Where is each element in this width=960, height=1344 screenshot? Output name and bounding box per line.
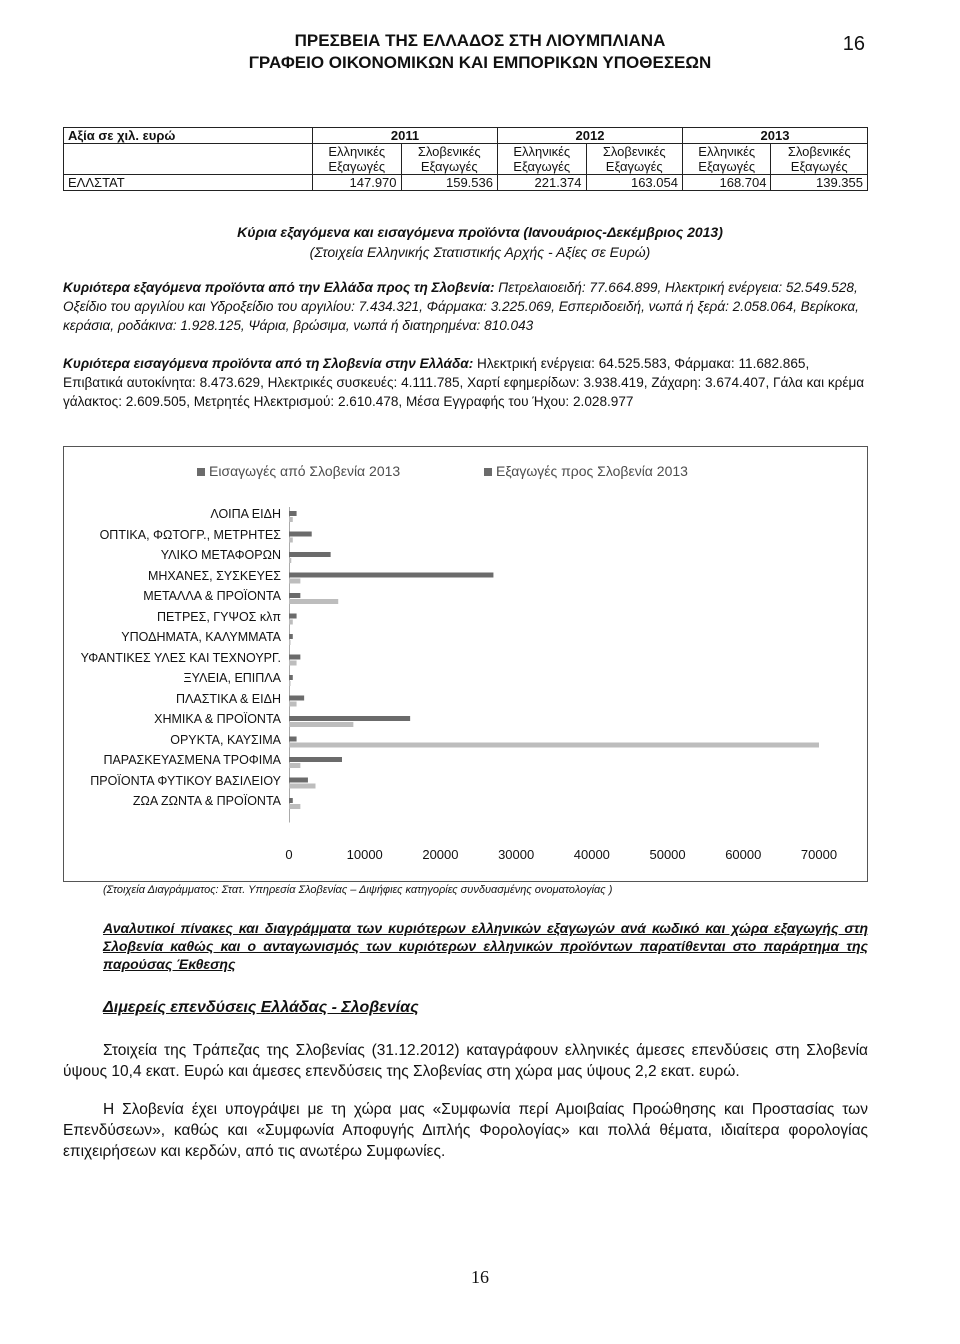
bar-imports (289, 798, 293, 803)
products-subtitle: (Στοιχεία Ελληνικής Στατιστικής Αρχής - Αξίες σε Ευρώ) (309, 244, 651, 260)
year-header: 2011 (313, 128, 498, 144)
category-label: ΠΑΡΑΣΚΕΥΑΣΜΕΝΑ ΤΡΟΦΙΜΑ (103, 753, 281, 767)
bar-exports (289, 743, 819, 748)
footer-page-number: 16 (471, 1267, 489, 1287)
bar-exports (289, 620, 293, 625)
bar-imports (289, 593, 300, 598)
table-cell: 163.054 (586, 175, 682, 191)
year-header: 2013 (682, 128, 867, 144)
investments-paragraph-1: Στοιχεία της Τράπεζας της Σλοβενίας (31.12.2012) καταγράφουν ελληνικές άμεσες επενδύσεις στη Σλοβενία ύψους 10,4 εκατ. Ευρώ και άμεσες επενδύσεις της Σλοβενίας στη χώρα μας ύψους 2,2 εκατ. ευρώ. (63, 1042, 868, 1080)
table-cell: 221.374 (497, 175, 586, 191)
header-page-number: 16 (842, 33, 865, 55)
legend-item-exports (484, 463, 688, 479)
header-line-1: ΠΡΕΣΒΕΙΑ ΤΗΣ ΕΛΛΑΔΟΣ ΣΤΗ ΛΙΟΥΜΠΛΙΑΝΑ (294, 31, 666, 50)
trade-table (63, 127, 868, 191)
table-cell: 139.355 (771, 175, 868, 191)
legend-label-exports: Εξαγωγές προς Σλοβενία 2013 (496, 463, 688, 479)
bar-exports (289, 538, 293, 543)
x-tick-label: 10000 (346, 847, 383, 862)
category-label: ΟΡΥΚΤΑ, ΚΑΥΣΙΜΑ (170, 732, 281, 747)
bar-imports (289, 716, 410, 721)
category-label: ΧΗΜΙΚΑ & ΠΡΟΪΟΝΤΑ (154, 712, 281, 726)
document-header (0, 30, 960, 74)
bar-plot (289, 507, 819, 827)
bar-imports (289, 532, 312, 537)
x-tick-label: 0 (285, 847, 293, 862)
table-subheader-row (64, 144, 868, 175)
imports-label: Κυριότερα εισαγόμενα προϊόντα από τη Σλοβενία στην Ελλάδα: (63, 356, 474, 371)
x-tick-label: 60000 (725, 847, 762, 862)
bar-exports (289, 804, 300, 809)
investments-heading: Διμερείς επενδύσεις Ελλάδας - Σλοβενίας (103, 999, 419, 1016)
bar-imports (289, 552, 331, 557)
bar-exports (289, 784, 316, 789)
bar-exports (289, 640, 291, 645)
exports-paragraph (63, 278, 868, 335)
imports-text: Ηλεκτρική ενέργεια: 64.525.583, Φάρμακα: 11.682.865, Επιβατικά αυτοκίνητα: 8.473.629, Ηλεκτρικές συσκευές: 4.111.785, Χαρτί εφημερίδων: 3.938.419, Ζάχαρη: 3.674.407, Γάλα και κρέμα γάλακτος: 2.609.505, Μετρητές Ηλεκτρισμού: 2.610.478, Μέσα Εγγραφής του Ήχου: 2.028.977 (63, 356, 865, 409)
x-tick-label: 50000 (649, 847, 686, 862)
table-label-header: Αξία σε χιλ. ευρώ (64, 128, 313, 144)
bar-exports (289, 558, 291, 563)
col-header: Ελληνικές Εξαγωγές (313, 144, 402, 175)
investments-paragraph-2: Η Σλοβενία έχει υπογράψει με τη χώρα μας «Συμφωνία περί Αμοιβαίας Προώθησης και Προστασίας των Επενδύσεων», καθώς και «Συμφωνία Αποφυγής Διπλής Φορολογίας» και πολλά θέματα, ιδιαίτερα φορολογίας επιχειρήσεων και κερδών, από τις ανωτέρω Συμφωνίες. (63, 1101, 868, 1160)
x-tick-label: 20000 (422, 847, 459, 862)
category-label: ΜΕΤΑΛΛΑ & ΠΡΟΪΟΝΤΑ (143, 589, 281, 603)
bar-exports (289, 763, 300, 768)
category-label: ΥΦΑΝΤΙΚΕΣ ΥΛΕΣ ΚΑΙ ΤΕΧΝΟΥΡΓ. (80, 650, 281, 665)
bar-imports (289, 511, 297, 516)
bar-imports (289, 614, 297, 619)
bar-exports (289, 517, 293, 522)
bar-imports (289, 757, 342, 762)
category-label: ΠΛΑΣΤΙΚΑ & ΕΙΔΗ (175, 691, 281, 706)
x-tick-label: 30000 (498, 847, 535, 862)
col-header: Σλοβενικές Εξαγωγές (401, 144, 497, 175)
trade-chart (63, 446, 868, 882)
table-row (64, 175, 868, 191)
category-label: ΖΩΑ ΖΩΝΤΑ & ΠΡΟΪΟΝΤΑ (132, 794, 281, 808)
bar-imports (289, 573, 493, 578)
bar-imports (289, 634, 293, 639)
imports-paragraph (63, 354, 868, 411)
category-label: ΛΟΙΠΑ ΕΙΔΗ (210, 507, 281, 521)
bar-imports (289, 655, 300, 660)
bar-imports (289, 778, 308, 783)
bar-imports (289, 675, 293, 680)
bar-exports (289, 681, 291, 686)
table-cell: 159.536 (401, 175, 497, 191)
category-label: ΠΡΟΪΟΝΤΑ ΦΥΤΙΚΟΥ ΒΑΣΙΛΕΙΟΥ (90, 773, 281, 788)
col-header: Σλοβενικές Εξαγωγές (771, 144, 868, 175)
bar-exports (289, 599, 338, 604)
legend-swatch-exports (484, 468, 492, 476)
category-label: ΥΛΙΚΟ ΜΕΤΑΦΟΡΩΝ (160, 548, 281, 562)
table-cell: 168.704 (682, 175, 771, 191)
investments-body (63, 1040, 868, 1162)
category-label: ΠΕΤΡΕΣ, ΓΥΨΟΣ κλπ (156, 609, 281, 624)
bar-imports (289, 696, 304, 701)
table-header-row (64, 128, 868, 144)
bar-exports (289, 661, 297, 666)
exports-text: Πετρελαιοειδή: 77.664.899, Ηλεκτρική ενέργεια: 52.549.528, Οξείδιο του αργιλίου και Υδροξείδιο του αργιλίου: 7.434.321, Φάρμακα: 3.225.069, Εσπεριδοειδή, νωπά ή ξερά: 2.058.064, Βερίκοκα, κεράσια, ροδάκινα: 1.928.125, Ψάρια, βρώσιμα, νωπά ή διατηρημένα: 810.043 (63, 280, 859, 333)
row-label: ΕΛΛΣΤΑΤ (64, 175, 313, 191)
category-label: ΥΠΟΔΗΜΑΤΑ, ΚΑΛΥΜΜΑΤΑ (121, 630, 281, 644)
year-header: 2012 (497, 128, 682, 144)
category-labels (64, 507, 281, 817)
x-tick-label: 70000 (800, 847, 838, 862)
legend-label-imports: Εισαγωγές από Σλοβενία 2013 (209, 463, 401, 479)
x-tick-label: 40000 (573, 847, 610, 862)
header-line-2: ΓΡΑΦΕΙΟ ΟΙΚΟΝΟΜΙΚΩΝ ΚΑΙ ΕΜΠΟΡΙΚΩΝ ΥΠΟΘΕΣΕΩΝ (248, 53, 712, 72)
bar-exports (289, 722, 353, 727)
bar-imports (289, 737, 297, 742)
exports-label: Κυριότερα εξαγόμενα προϊόντα από την Ελλάδα προς τη Σλοβενία: (63, 280, 495, 295)
category-label: ΞΥΛΕΙΑ, ΕΠΙΠΛΑ (183, 671, 281, 685)
col-header: Ελληνικές Εξαγωγές (497, 144, 586, 175)
col-header: Σλοβενικές Εξαγωγές (586, 144, 682, 175)
legend-swatch-imports (197, 468, 205, 476)
category-label: ΜΗΧΑΝΕΣ, ΣΥΣΚΕΥΕΣ (147, 568, 281, 583)
legend-item-imports (197, 463, 400, 479)
products-title: Κύρια εξαγόμενα και εισαγόμενα προϊόντα (Ιανουάριος-Δεκέμβριος 2013) (237, 224, 723, 240)
category-label: ΟΠΤΙΚΑ, ΦΩΤΟΓΡ., ΜΕΤΡΗΤΕΣ (99, 527, 281, 542)
chart-caption: (Στοιχεία Διαγράμματος: Στατ. Υπηρεσία Σλοβενίας – Διψήφιες κατηγορίες συνδυασμένης ονοματολογίας ) (103, 884, 613, 896)
x-axis-ticks (285, 847, 838, 867)
bar-exports (289, 579, 300, 584)
col-header: Ελληνικές Εξαγωγές (682, 144, 771, 175)
bar-exports (289, 702, 297, 707)
annex-note: Αναλυτικοί πίνακες και διαγράμματα των κυριότερων ελληνικών εξαγωγών ανά κωδικό και χώρα εξαγωγής στη Σλοβενία καθώς και ο ανταγωνισμός των κυριότερων ελληνικών προϊόντων παρατίθενται στο παράρτημα της παρούσας Έκθεσης (103, 920, 868, 972)
table-cell: 147.970 (313, 175, 402, 191)
